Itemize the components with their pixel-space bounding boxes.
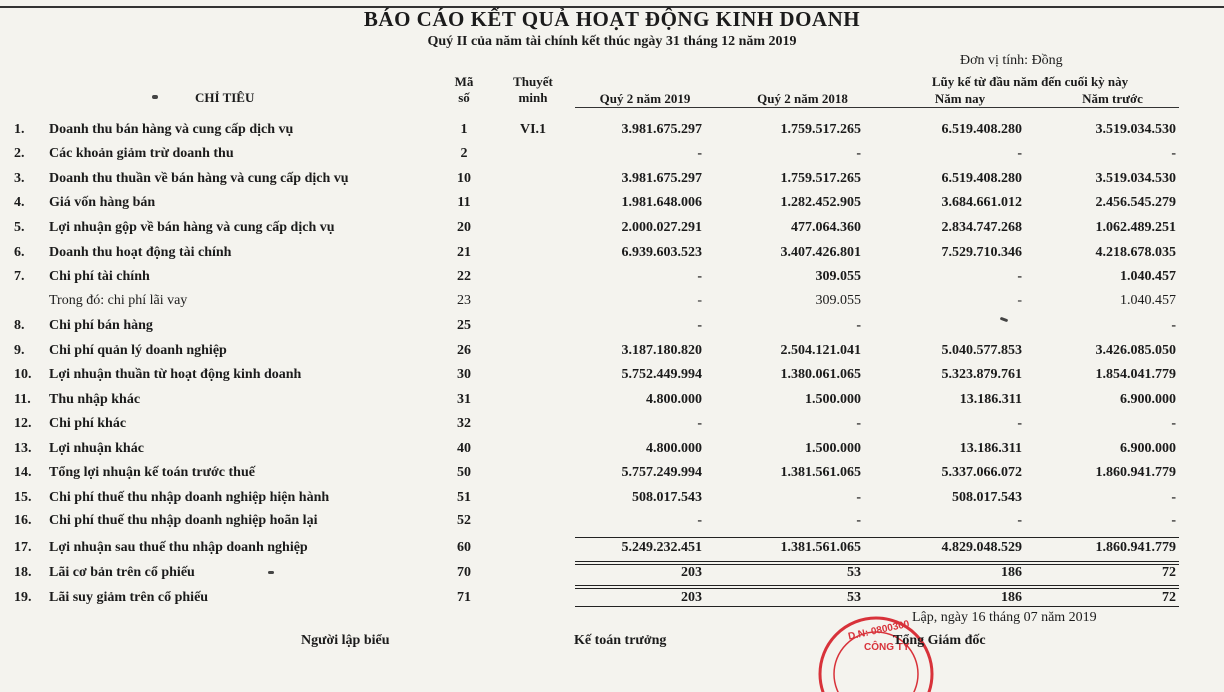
table-row xyxy=(0,511,1224,535)
table-row xyxy=(0,193,1224,217)
value-q2-2019: 508.017.543 xyxy=(632,490,702,505)
row-label: Thu nhập khác xyxy=(49,392,141,407)
value-ytd-current: 6.519.408.280 xyxy=(941,122,1022,137)
value-ytd-previous: - xyxy=(1171,513,1176,528)
value-q2-2019: 2.000.027.291 xyxy=(621,220,702,235)
value-ytd-previous: 2.456.545.279 xyxy=(1095,195,1176,210)
table-row xyxy=(0,218,1224,242)
value-ytd-current: 13.186.311 xyxy=(959,441,1022,456)
value-ytd-previous: - xyxy=(1171,318,1176,333)
row-label: Lợi nhuận khác xyxy=(49,441,144,456)
value-ytd-previous: 1.040.457 xyxy=(1120,269,1176,284)
stamp-text-2: CÔNG TY xyxy=(864,642,910,653)
value-q2-2019: 3.981.675.297 xyxy=(621,171,702,186)
scan-mark xyxy=(268,571,274,574)
stamp-text-1: D.N: 0800300 xyxy=(847,618,911,643)
table-row xyxy=(0,588,1224,612)
value-q2-2018: 1.500.000 xyxy=(805,392,861,407)
value-q2-2019: 6.939.603.523 xyxy=(621,245,702,260)
value-q2-2018: - xyxy=(856,146,861,161)
value-ytd-current: 13.186.311 xyxy=(959,392,1022,407)
table-row xyxy=(0,120,1224,144)
row-number: 18. xyxy=(14,565,32,580)
header-chi-tieu: CHỈ TIÊU xyxy=(195,90,255,105)
row-code: 51 xyxy=(457,490,471,505)
row-label: Trong đó: chi phí lãi vay xyxy=(49,293,188,308)
row-label: Các khoản giảm trừ doanh thu xyxy=(49,146,234,161)
row-label: Chi phí khác xyxy=(49,416,127,431)
total-rule-4 xyxy=(575,588,1179,589)
row-label: Lãi cơ bản trên cổ phiếu xyxy=(49,565,195,580)
row-number: 12. xyxy=(14,416,32,431)
row-number: 4. xyxy=(14,195,25,210)
table-row xyxy=(0,341,1224,365)
row-number: 10. xyxy=(14,367,32,382)
value-ytd-current: 5.040.577.853 xyxy=(941,343,1022,358)
value-q2-2018: 2.504.121.041 xyxy=(780,343,861,358)
row-number: 6. xyxy=(14,245,25,260)
row-number: 17. xyxy=(14,540,32,555)
table-row xyxy=(0,563,1224,587)
value-q2-2018: 309.055 xyxy=(815,293,861,308)
row-label: Lợi nhuận thuần từ hoạt động kinh doanh xyxy=(49,367,302,382)
value-q2-2018: 1.381.561.065 xyxy=(780,540,861,555)
row-label: Doanh thu hoạt động tài chính xyxy=(49,245,232,260)
value-ytd-previous: 1.860.941.779 xyxy=(1095,540,1176,555)
value-ytd-current: - xyxy=(1017,146,1022,161)
value-ytd-current: 3.684.661.012 xyxy=(941,195,1022,210)
table-row xyxy=(0,169,1224,193)
row-number: 3. xyxy=(14,171,25,186)
row-code: 25 xyxy=(457,318,471,333)
row-label: Lãi suy giảm trên cổ phiếu xyxy=(49,590,209,605)
table-row xyxy=(0,316,1224,340)
company-stamp xyxy=(806,612,946,692)
value-ytd-previous: 1.062.489.251 xyxy=(1095,220,1176,235)
header-nam-nay: Năm nay xyxy=(934,91,986,106)
value-q2-2019: 3.187.180.820 xyxy=(621,343,702,358)
row-number: 14. xyxy=(14,465,32,480)
row-code: 23 xyxy=(457,293,471,308)
value-q2-2018: 1.381.561.065 xyxy=(780,465,861,480)
value-ytd-current: - xyxy=(1017,416,1022,431)
value-q2-2019: 5.249.232.451 xyxy=(621,540,702,555)
total-rule-3 xyxy=(575,585,1179,586)
row-code: 70 xyxy=(457,565,471,580)
row-label: Chi phí thuế thu nhập doanh nghiệp hoãn lại xyxy=(49,513,318,528)
value-ytd-current: 186 xyxy=(1001,590,1022,605)
header-so: số xyxy=(458,90,470,105)
value-ytd-previous: - xyxy=(1171,416,1176,431)
value-ytd-current: 4.829.048.529 xyxy=(941,540,1022,555)
total-rule-2 xyxy=(575,564,1179,565)
row-label: Chi phí thuế thu nhập doanh nghiệp hiện hành xyxy=(49,490,330,505)
value-q2-2018: - xyxy=(856,490,861,505)
row-code: 30 xyxy=(457,367,471,382)
currency-unit: Đơn vị tính: Đồng xyxy=(960,53,1063,68)
value-q2-2019: - xyxy=(697,416,702,431)
row-code: 32 xyxy=(457,416,471,431)
value-q2-2018: 1.759.517.265 xyxy=(780,171,861,186)
value-q2-2019: 3.981.675.297 xyxy=(621,122,702,137)
value-q2-2019: 4.800.000 xyxy=(646,392,702,407)
value-q2-2019: - xyxy=(697,318,702,333)
row-code: 22 xyxy=(457,269,471,284)
value-q2-2019: 4.800.000 xyxy=(646,441,702,456)
value-ytd-current: 2.834.747.268 xyxy=(941,220,1022,235)
row-label: Lợi nhuận sau thuế thu nhập doanh nghiệp xyxy=(49,540,308,555)
value-ytd-previous: 3.426.085.050 xyxy=(1095,343,1176,358)
row-label: Tổng lợi nhuận kế toán trước thuế xyxy=(49,465,255,480)
row-number: 8. xyxy=(14,318,25,333)
table-row xyxy=(0,488,1224,512)
value-q2-2019: 203 xyxy=(681,565,702,580)
row-label: Doanh thu bán hàng và cung cấp dịch vụ xyxy=(49,122,294,137)
header-thuyet: Thuyết xyxy=(513,74,553,89)
signature-chief-accountant: Kế toán trưởng xyxy=(574,633,667,648)
row-code: 52 xyxy=(457,513,471,528)
report-title: BÁO CÁO KẾT QUẢ HOẠT ĐỘNG KINH DOANH xyxy=(363,7,861,31)
signature-director: Tổng Giám đốc xyxy=(893,633,986,648)
value-ytd-current: 5.323.879.761 xyxy=(941,367,1022,382)
table-row xyxy=(0,365,1224,389)
value-ytd-previous: 1.040.457 xyxy=(1120,293,1176,308)
value-q2-2018: 1.759.517.265 xyxy=(780,122,861,137)
row-code: 20 xyxy=(457,220,471,235)
value-ytd-previous: 72 xyxy=(1162,590,1176,605)
value-q2-2018: - xyxy=(856,416,861,431)
value-q2-2018: 1.380.061.065 xyxy=(780,367,861,382)
row-number: 19. xyxy=(14,590,32,605)
table-row xyxy=(0,144,1224,168)
table-row xyxy=(0,267,1224,291)
row-number: 11. xyxy=(14,392,31,407)
total-rule-5 xyxy=(575,606,1179,607)
value-q2-2019: - xyxy=(697,513,702,528)
header-q2-2019: Quý 2 năm 2019 xyxy=(599,91,691,106)
row-code: 26 xyxy=(457,343,471,358)
row-number: 5. xyxy=(14,220,25,235)
header-nam-truoc: Năm trước xyxy=(1082,91,1143,106)
value-q2-2019: - xyxy=(697,146,702,161)
header-luy-ke: Lũy kế từ đầu năm đến cuối kỳ này xyxy=(931,74,1129,89)
header-minh: minh xyxy=(518,90,548,105)
row-code: 21 xyxy=(457,245,471,260)
row-number: 15. xyxy=(14,490,32,505)
value-ytd-previous: 3.519.034.530 xyxy=(1095,171,1176,186)
value-q2-2019: 203 xyxy=(681,590,702,605)
value-q2-2019: - xyxy=(697,293,702,308)
value-ytd-current: 508.017.543 xyxy=(952,490,1022,505)
table-row xyxy=(0,439,1224,463)
value-ytd-previous: 4.218.678.035 xyxy=(1095,245,1176,260)
value-ytd-previous: - xyxy=(1171,146,1176,161)
row-code: 1 xyxy=(460,122,468,137)
value-q2-2018: 53 xyxy=(847,565,861,580)
value-ytd-previous: 6.900.000 xyxy=(1120,392,1176,407)
subtotal-rule xyxy=(575,537,1179,538)
row-code: 60 xyxy=(457,540,471,555)
report-date: Lập, ngày 16 tháng 07 năm 2019 xyxy=(912,610,1097,625)
signature-preparer: Người lập biểu xyxy=(301,633,390,648)
row-code: 2 xyxy=(460,146,468,161)
value-q2-2018: - xyxy=(856,513,861,528)
value-ytd-previous: 6.900.000 xyxy=(1120,441,1176,456)
table-row xyxy=(0,414,1224,438)
value-q2-2018: 309.055 xyxy=(815,269,861,284)
value-q2-2018: 477.064.360 xyxy=(791,220,861,235)
row-label: Lợi nhuận gộp về bán hàng và cung cấp dịch vụ xyxy=(49,220,335,235)
row-label: Chi phí bán hàng xyxy=(49,318,153,333)
row-number: 7. xyxy=(14,269,25,284)
value-q2-2019: 5.752.449.994 xyxy=(621,367,702,382)
row-label: Chi phí quản lý doanh nghiệp xyxy=(49,343,227,358)
header-q2-2018: Quý 2 năm 2018 xyxy=(757,91,848,106)
row-number: 1. xyxy=(14,122,25,137)
value-ytd-previous: 1.860.941.779 xyxy=(1095,465,1176,480)
value-ytd-current: 5.337.066.072 xyxy=(941,465,1022,480)
row-code: 71 xyxy=(457,590,471,605)
table-row xyxy=(0,243,1224,267)
row-code: 10 xyxy=(457,171,471,186)
value-ytd-previous: 1.854.041.779 xyxy=(1095,367,1176,382)
report-subtitle: Quý II của năm tài chính kết thúc ngày 31 tháng 12 năm 2019 xyxy=(427,34,797,49)
row-label: Chi phí tài chính xyxy=(49,269,150,284)
row-code: 50 xyxy=(457,465,471,480)
value-q2-2018: 1.282.452.905 xyxy=(780,195,861,210)
row-code: 31 xyxy=(457,392,471,407)
row-note: VI.1 xyxy=(519,122,547,137)
row-number: 13. xyxy=(14,441,32,456)
value-q2-2018: - xyxy=(856,318,861,333)
row-label: Giá vốn hàng bán xyxy=(49,195,156,210)
value-ytd-previous: - xyxy=(1171,490,1176,505)
value-q2-2018: 1.500.000 xyxy=(805,441,861,456)
row-number: 2. xyxy=(14,146,25,161)
row-number: 16. xyxy=(14,513,32,528)
header-ma: Mã xyxy=(454,74,474,89)
value-q2-2019: 5.757.249.994 xyxy=(621,465,702,480)
value-q2-2018: 3.407.426.801 xyxy=(780,245,861,260)
value-ytd-current: 6.519.408.280 xyxy=(941,171,1022,186)
value-q2-2019: - xyxy=(697,269,702,284)
value-ytd-previous: 3.519.034.530 xyxy=(1095,122,1176,137)
row-code: 40 xyxy=(457,441,471,456)
row-code: 11 xyxy=(457,195,471,210)
value-q2-2018: 53 xyxy=(847,590,861,605)
value-ytd-current: - xyxy=(1017,269,1022,284)
table-row xyxy=(0,291,1224,315)
value-ytd-current: - xyxy=(1017,293,1022,308)
value-ytd-current: - xyxy=(1017,513,1022,528)
row-label: Doanh thu thuần về bán hàng và cung cấp dịch vụ xyxy=(49,171,349,186)
value-ytd-previous: 72 xyxy=(1162,565,1176,580)
row-number: 9. xyxy=(14,343,25,358)
total-rule-1 xyxy=(575,561,1179,562)
value-ytd-current: 7.529.710.346 xyxy=(941,245,1022,260)
table-row xyxy=(0,463,1224,487)
value-ytd-current: 186 xyxy=(1001,565,1022,580)
table-row xyxy=(0,538,1224,562)
value-q2-2019: 1.981.648.006 xyxy=(621,195,702,210)
table-row xyxy=(0,390,1224,414)
